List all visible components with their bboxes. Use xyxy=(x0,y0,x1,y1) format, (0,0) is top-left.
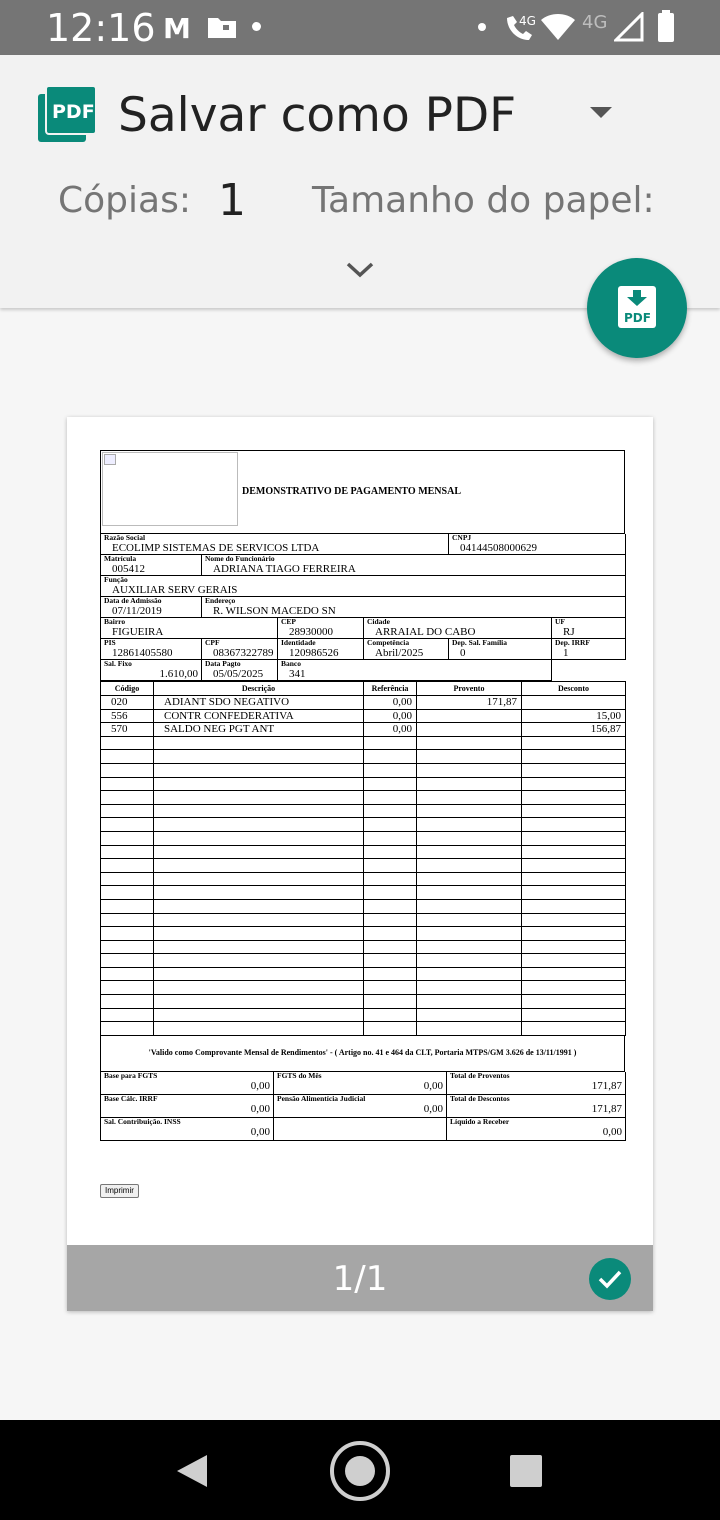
table-row xyxy=(101,927,626,941)
svg-text:PDF: PDF xyxy=(52,101,95,123)
empty-cell xyxy=(522,1022,626,1036)
recents-icon[interactable] xyxy=(510,1455,542,1487)
fgts-month-value: 0,00 xyxy=(423,1079,443,1092)
empty-cell xyxy=(154,886,364,900)
empty-cell xyxy=(364,995,417,1009)
empty-cell xyxy=(154,967,364,981)
empty-cell xyxy=(364,831,417,845)
empty-cell xyxy=(364,1008,417,1022)
empty-cell xyxy=(417,913,522,927)
item-code: 020 xyxy=(101,696,154,710)
field-label: Data Pagto xyxy=(205,659,241,668)
print-button[interactable]: Imprimir xyxy=(100,1184,139,1198)
table-row xyxy=(101,940,626,954)
competence-value: Abril/2025 xyxy=(375,647,424,659)
field-label: Total de Descontos xyxy=(450,1094,510,1104)
dep-irrf-value: 1 xyxy=(563,647,569,659)
empty-cell xyxy=(364,804,417,818)
field-label: CEP xyxy=(281,617,296,626)
item-deduction: 156,87 xyxy=(522,723,626,737)
field-label: Data de Admissão xyxy=(104,596,162,605)
empty-cell xyxy=(522,927,626,941)
field-label: PIS xyxy=(104,638,116,647)
network-type-label: 4G xyxy=(582,12,608,33)
empty-cell xyxy=(417,967,522,981)
empty-cell xyxy=(417,886,522,900)
field-label: Cidade xyxy=(367,617,390,626)
empty-cell xyxy=(154,763,364,777)
empty-cell xyxy=(154,791,364,805)
employee-name: ADRIANA TIAGO FERREIRA xyxy=(213,563,356,575)
item-reference: 0,00 xyxy=(364,696,417,710)
home-icon[interactable] xyxy=(329,1440,391,1502)
empty-cell xyxy=(364,940,417,954)
matricula-value: 005412 xyxy=(112,563,145,575)
empty-cell xyxy=(522,831,626,845)
empty-cell xyxy=(364,750,417,764)
field-label: Competência xyxy=(367,638,410,647)
column-header: Desconto xyxy=(522,682,626,696)
id-value: 120986526 xyxy=(289,647,339,659)
pdf-file-icon xyxy=(38,86,96,142)
field-label: Razão Social xyxy=(104,534,146,542)
table-row xyxy=(101,872,626,886)
table-row xyxy=(101,981,626,995)
empty-cell xyxy=(154,940,364,954)
empty-cell xyxy=(364,967,417,981)
empty-cell xyxy=(101,750,154,764)
empty-cell xyxy=(522,954,626,968)
city-value: ARRAIAL DO CABO xyxy=(375,626,476,638)
table-row xyxy=(101,995,626,1009)
total-earnings-value: 171,87 xyxy=(591,1079,622,1092)
column-header: Descrição xyxy=(154,682,364,696)
empty-cell xyxy=(364,954,417,968)
total-deductions-value: 171,87 xyxy=(591,1103,622,1116)
table-row xyxy=(101,831,626,845)
pis-value: 12861405580 xyxy=(112,647,173,659)
column-header: Código xyxy=(101,682,154,696)
empty-cell xyxy=(417,872,522,886)
item-description: CONTR CONFEDERATIVA xyxy=(154,709,364,723)
empty-cell xyxy=(154,777,364,791)
table-row xyxy=(101,967,626,981)
table-row xyxy=(101,886,626,900)
empty-cell xyxy=(417,899,522,913)
empty-cell xyxy=(417,1008,522,1022)
fgts-base-value: 0,00 xyxy=(250,1079,270,1092)
copies-label: Cópias: xyxy=(58,180,191,221)
volte-call-icon xyxy=(503,12,539,44)
item-reference: 0,00 xyxy=(364,709,417,723)
empty-cell xyxy=(417,763,522,777)
table-row xyxy=(101,736,626,750)
empty-cell xyxy=(101,804,154,818)
empty-cell xyxy=(364,886,417,900)
empty-cell xyxy=(522,913,626,927)
empty-cell xyxy=(522,750,626,764)
payslip-document xyxy=(100,450,625,1141)
navigation-bar xyxy=(0,1420,720,1520)
item-code: 556 xyxy=(101,709,154,723)
empty-cell xyxy=(101,736,154,750)
admission-date: 07/11/2019 xyxy=(112,605,162,617)
notification-dot-icon xyxy=(478,23,486,31)
empty-cell xyxy=(522,763,626,777)
document-title: DEMONSTRATIVO DE PAGAMENTO MENSAL xyxy=(242,486,461,497)
field-label: CNPJ xyxy=(452,534,472,542)
item-earning xyxy=(417,709,522,723)
table-row xyxy=(101,750,626,764)
empty-cell xyxy=(364,913,417,927)
table-row xyxy=(101,845,626,859)
alimony-value: 0,00 xyxy=(423,1103,443,1116)
empty-cell xyxy=(101,818,154,832)
dropdown-arrow-icon[interactable] xyxy=(590,107,612,118)
empty-cell xyxy=(522,886,626,900)
dep-family-value: 0 xyxy=(460,647,466,659)
empty-cell xyxy=(417,845,522,859)
empty-cell xyxy=(154,1008,364,1022)
paper-size-label: Tamanho do papel: xyxy=(312,180,655,221)
empty-cell xyxy=(154,1022,364,1036)
empty-cell xyxy=(522,791,626,805)
item-description: SALDO NEG PGT ANT xyxy=(154,723,364,737)
column-header: Provento xyxy=(417,682,522,696)
empty-cell xyxy=(101,940,154,954)
address-value: R. WILSON MACEDO SN xyxy=(213,605,336,617)
folder-icon xyxy=(206,14,238,40)
net-pay-value: 0,00 xyxy=(602,1126,622,1139)
empty-cell xyxy=(101,967,154,981)
empty-cell xyxy=(154,995,364,1009)
state-value: RJ xyxy=(563,626,575,638)
empty-cell xyxy=(101,859,154,873)
empty-cell xyxy=(154,872,364,886)
empty-cell xyxy=(522,859,626,873)
empty-cell xyxy=(364,859,417,873)
item-earning xyxy=(417,723,522,737)
empty-cell xyxy=(364,1022,417,1036)
field-label: Sal. Contribuição. INSS xyxy=(104,1117,181,1127)
empty-cell xyxy=(101,1008,154,1022)
field-label: Nome do Funcionário xyxy=(205,554,275,563)
table-row xyxy=(101,899,626,913)
document-header xyxy=(100,450,625,534)
empty-cell xyxy=(364,763,417,777)
empty-cell xyxy=(417,791,522,805)
field-label: CPF xyxy=(205,638,220,647)
table-row xyxy=(101,913,626,927)
wifi-icon xyxy=(540,12,576,42)
empty-cell xyxy=(522,940,626,954)
fixed-salary-value: 1.610,00 xyxy=(159,668,198,680)
empty-cell xyxy=(417,831,522,845)
notification-dot-icon xyxy=(252,22,261,31)
field-label: Matrícula xyxy=(104,554,137,563)
item-deduction xyxy=(522,696,626,710)
page-preview[interactable] xyxy=(67,417,653,1311)
table-row xyxy=(101,763,626,777)
field-label: Identidade xyxy=(281,638,316,647)
empty-cell xyxy=(417,927,522,941)
item-reference: 0,00 xyxy=(364,723,417,737)
empty-cell xyxy=(417,818,522,832)
empty-cell xyxy=(154,831,364,845)
items-table xyxy=(100,681,626,1036)
field-label: Líquido a Receber xyxy=(450,1117,510,1127)
cpf-value: 08367322789 xyxy=(213,647,274,659)
empty-cell xyxy=(364,736,417,750)
empty-cell xyxy=(101,845,154,859)
empty-cell xyxy=(154,927,364,941)
table-row xyxy=(101,859,626,873)
table-row xyxy=(101,723,626,737)
table-row xyxy=(101,804,626,818)
empty-cell xyxy=(522,845,626,859)
empty-cell xyxy=(154,804,364,818)
page-footer-bar xyxy=(67,1245,653,1311)
field-label: Total de Proventos xyxy=(450,1071,510,1080)
empty-cell xyxy=(522,995,626,1009)
table-row xyxy=(101,777,626,791)
field-label: Função xyxy=(104,575,128,584)
back-icon[interactable] xyxy=(175,1453,209,1489)
empty-cell xyxy=(417,804,522,818)
empty-cell xyxy=(364,818,417,832)
column-header: Referência xyxy=(364,682,417,696)
field-label: FGTS do Mês xyxy=(277,1071,322,1080)
empty-cell xyxy=(417,954,522,968)
empty-cell xyxy=(101,899,154,913)
empty-cell xyxy=(364,981,417,995)
table-row xyxy=(101,954,626,968)
item-description: ADIANT SDO NEGATIVO xyxy=(154,696,364,710)
empty-cell xyxy=(417,995,522,1009)
field-label: Base para FGTS xyxy=(104,1071,158,1080)
table-row xyxy=(101,1008,626,1022)
empty-cell xyxy=(101,981,154,995)
empty-cell xyxy=(364,872,417,886)
empty-cell xyxy=(417,750,522,764)
empty-cell xyxy=(417,1022,522,1036)
destination-selector[interactable]: Salvar como PDF xyxy=(118,88,517,143)
cnpj-value: 04144508000629 xyxy=(460,542,538,554)
field-label: Banco xyxy=(281,659,302,668)
chevron-down-icon[interactable] xyxy=(344,260,376,280)
table-row xyxy=(101,696,626,710)
empty-cell xyxy=(154,750,364,764)
empty-cell xyxy=(101,791,154,805)
field-label: Endereço xyxy=(205,596,236,605)
empty-cell xyxy=(417,940,522,954)
field-label: Dep. Sal. Família xyxy=(452,638,508,647)
carrier-letter: M xyxy=(163,12,191,45)
empty-cell xyxy=(364,791,417,805)
employee-info-table xyxy=(100,534,626,681)
status-time: 12:16 xyxy=(46,6,156,50)
table-row xyxy=(101,791,626,805)
empty-cell xyxy=(154,954,364,968)
item-earning: 171,87 xyxy=(417,696,522,710)
empty-cell xyxy=(101,1022,154,1036)
svg-text:4G: 4G xyxy=(519,14,536,28)
bank-value: 341 xyxy=(289,668,306,680)
legal-note: 'Valido como Comprovante Mensal de Rendimentos' - ( Artigo no. 41 e 464 da CLT, Portaria MTPS/GM 3.626 de 13/11/1991 ) xyxy=(100,1036,625,1072)
empty-cell xyxy=(154,818,364,832)
svg-text:PDF: PDF xyxy=(624,311,651,325)
empty-cell xyxy=(364,845,417,859)
field-label: Dep. IRRF xyxy=(555,638,591,647)
battery-icon xyxy=(657,10,675,42)
field-label: Bairro xyxy=(104,617,126,626)
empty-cell xyxy=(522,777,626,791)
payment-date: 05/05/2025 xyxy=(213,668,264,680)
empty-cell xyxy=(101,954,154,968)
empty-cell xyxy=(101,777,154,791)
empty-cell xyxy=(522,818,626,832)
page-indicator: 1/1 xyxy=(332,1259,388,1299)
empty-cell xyxy=(154,899,364,913)
item-deduction: 15,00 xyxy=(522,709,626,723)
page-selected-checkbox[interactable] xyxy=(589,1258,631,1300)
empty-cell xyxy=(364,777,417,791)
field-label: Sal. Fixo xyxy=(104,659,132,668)
inss-salary-value: 0,00 xyxy=(250,1126,270,1139)
empty-cell xyxy=(364,899,417,913)
field-label: Pensão Alimentícia Judicial xyxy=(277,1094,366,1104)
empty-cell xyxy=(417,777,522,791)
empty-cell xyxy=(154,913,364,927)
totals-table xyxy=(100,1072,626,1142)
empty-cell xyxy=(522,967,626,981)
empty-cell xyxy=(154,981,364,995)
neighborhood-value: FIGUEIRA xyxy=(112,626,164,638)
check-icon xyxy=(598,1268,622,1290)
empty-cell xyxy=(522,899,626,913)
signal-icon xyxy=(614,12,644,42)
empty-cell xyxy=(101,831,154,845)
empty-cell xyxy=(522,1008,626,1022)
empty-cell xyxy=(101,913,154,927)
cep-value: 28930000 xyxy=(289,626,333,638)
empty-cell xyxy=(417,736,522,750)
empty-cell xyxy=(364,927,417,941)
empty-cell xyxy=(522,981,626,995)
irrf-base-value: 0,00 xyxy=(250,1103,270,1116)
field-label: Base Cálc. IRRF xyxy=(104,1094,158,1104)
item-code: 570 xyxy=(101,723,154,737)
table-row xyxy=(101,709,626,723)
empty-cell xyxy=(154,736,364,750)
empty-cell xyxy=(154,845,364,859)
copies-value[interactable]: 1 xyxy=(218,175,246,226)
empty-cell xyxy=(101,872,154,886)
field-label: UF xyxy=(555,617,566,626)
empty-cell xyxy=(522,872,626,886)
empty-cell xyxy=(101,995,154,1009)
table-row xyxy=(101,1022,626,1036)
pdf-download-icon xyxy=(617,286,657,328)
empty-cell xyxy=(417,981,522,995)
job-title: AUXILIAR SERV GERAIS xyxy=(112,584,238,596)
empty-cell xyxy=(101,763,154,777)
empty-cell xyxy=(522,736,626,750)
status-bar xyxy=(0,0,720,55)
empty-cell xyxy=(101,886,154,900)
broken-image-logo xyxy=(102,452,238,526)
empty-cell xyxy=(417,859,522,873)
empty-cell xyxy=(154,859,364,873)
empty-cell xyxy=(522,804,626,818)
company-name: ECOLIMP SISTEMAS DE SERVICOS LTDA xyxy=(112,542,320,554)
empty-cell xyxy=(101,927,154,941)
download-pdf-button[interactable] xyxy=(587,258,687,358)
table-row xyxy=(101,818,626,832)
